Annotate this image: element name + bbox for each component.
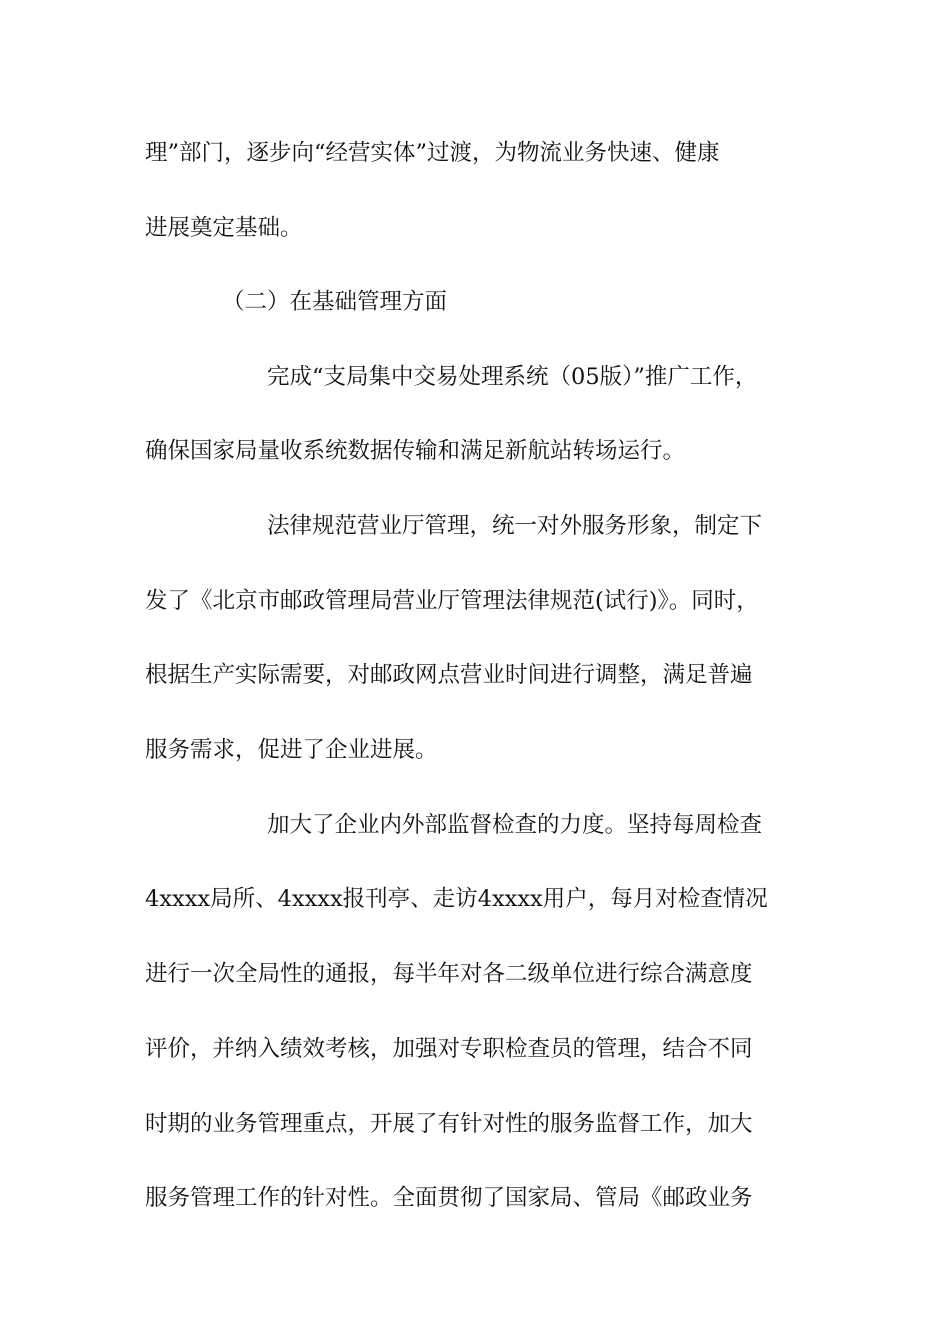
text-line-7: 发了《北京市邮政管理局营业厅管理法律规范(试行)》。同时， — [145, 588, 759, 614]
text-line-2: 进展奠定基础。 — [145, 215, 303, 241]
text-line-1: 理”部门，逐步向“经营实体”过渡，为物流业务快速、健康 — [145, 140, 720, 166]
text-line-8: 根据生产实际需要，对邮政网点营业时间进行调整，满足普遍 — [145, 662, 753, 688]
text-line-4: 完成“支局集中交易处理系统（05版）”推广工作， — [267, 364, 758, 390]
section-heading: （二）在基础管理方面 — [222, 289, 448, 315]
text-line-15: 服务管理工作的针对性。全面贯彻了国家局、管局《邮政业务 — [145, 1185, 753, 1211]
text-line-5: 确保国家局量收系统数据传输和满足新航站转场运行。 — [145, 438, 686, 464]
text-line-10: 加大了企业内外部监督检查的力度。坚持每周检查 — [267, 812, 763, 838]
text-line-9: 服务需求，促进了企业进展。 — [145, 737, 438, 763]
text-line-13: 评价，并纳入绩效考核，加强对专职检查员的管理，结合不同 — [145, 1036, 753, 1062]
text-line-6: 法律规范营业厅管理，统一对外服务形象，制定下 — [267, 513, 763, 539]
text-line-11: 4xxxx局所、4xxxx报刊亭、走访4xxxx用户，每月对检查情况 — [145, 886, 768, 912]
text-line-12: 进行一次全局性的通报，每半年对各二级单位进行综合满意度 — [145, 961, 753, 987]
text-line-14: 时期的业务管理重点，开展了有针对性的服务监督工作，加大 — [145, 1111, 753, 1137]
